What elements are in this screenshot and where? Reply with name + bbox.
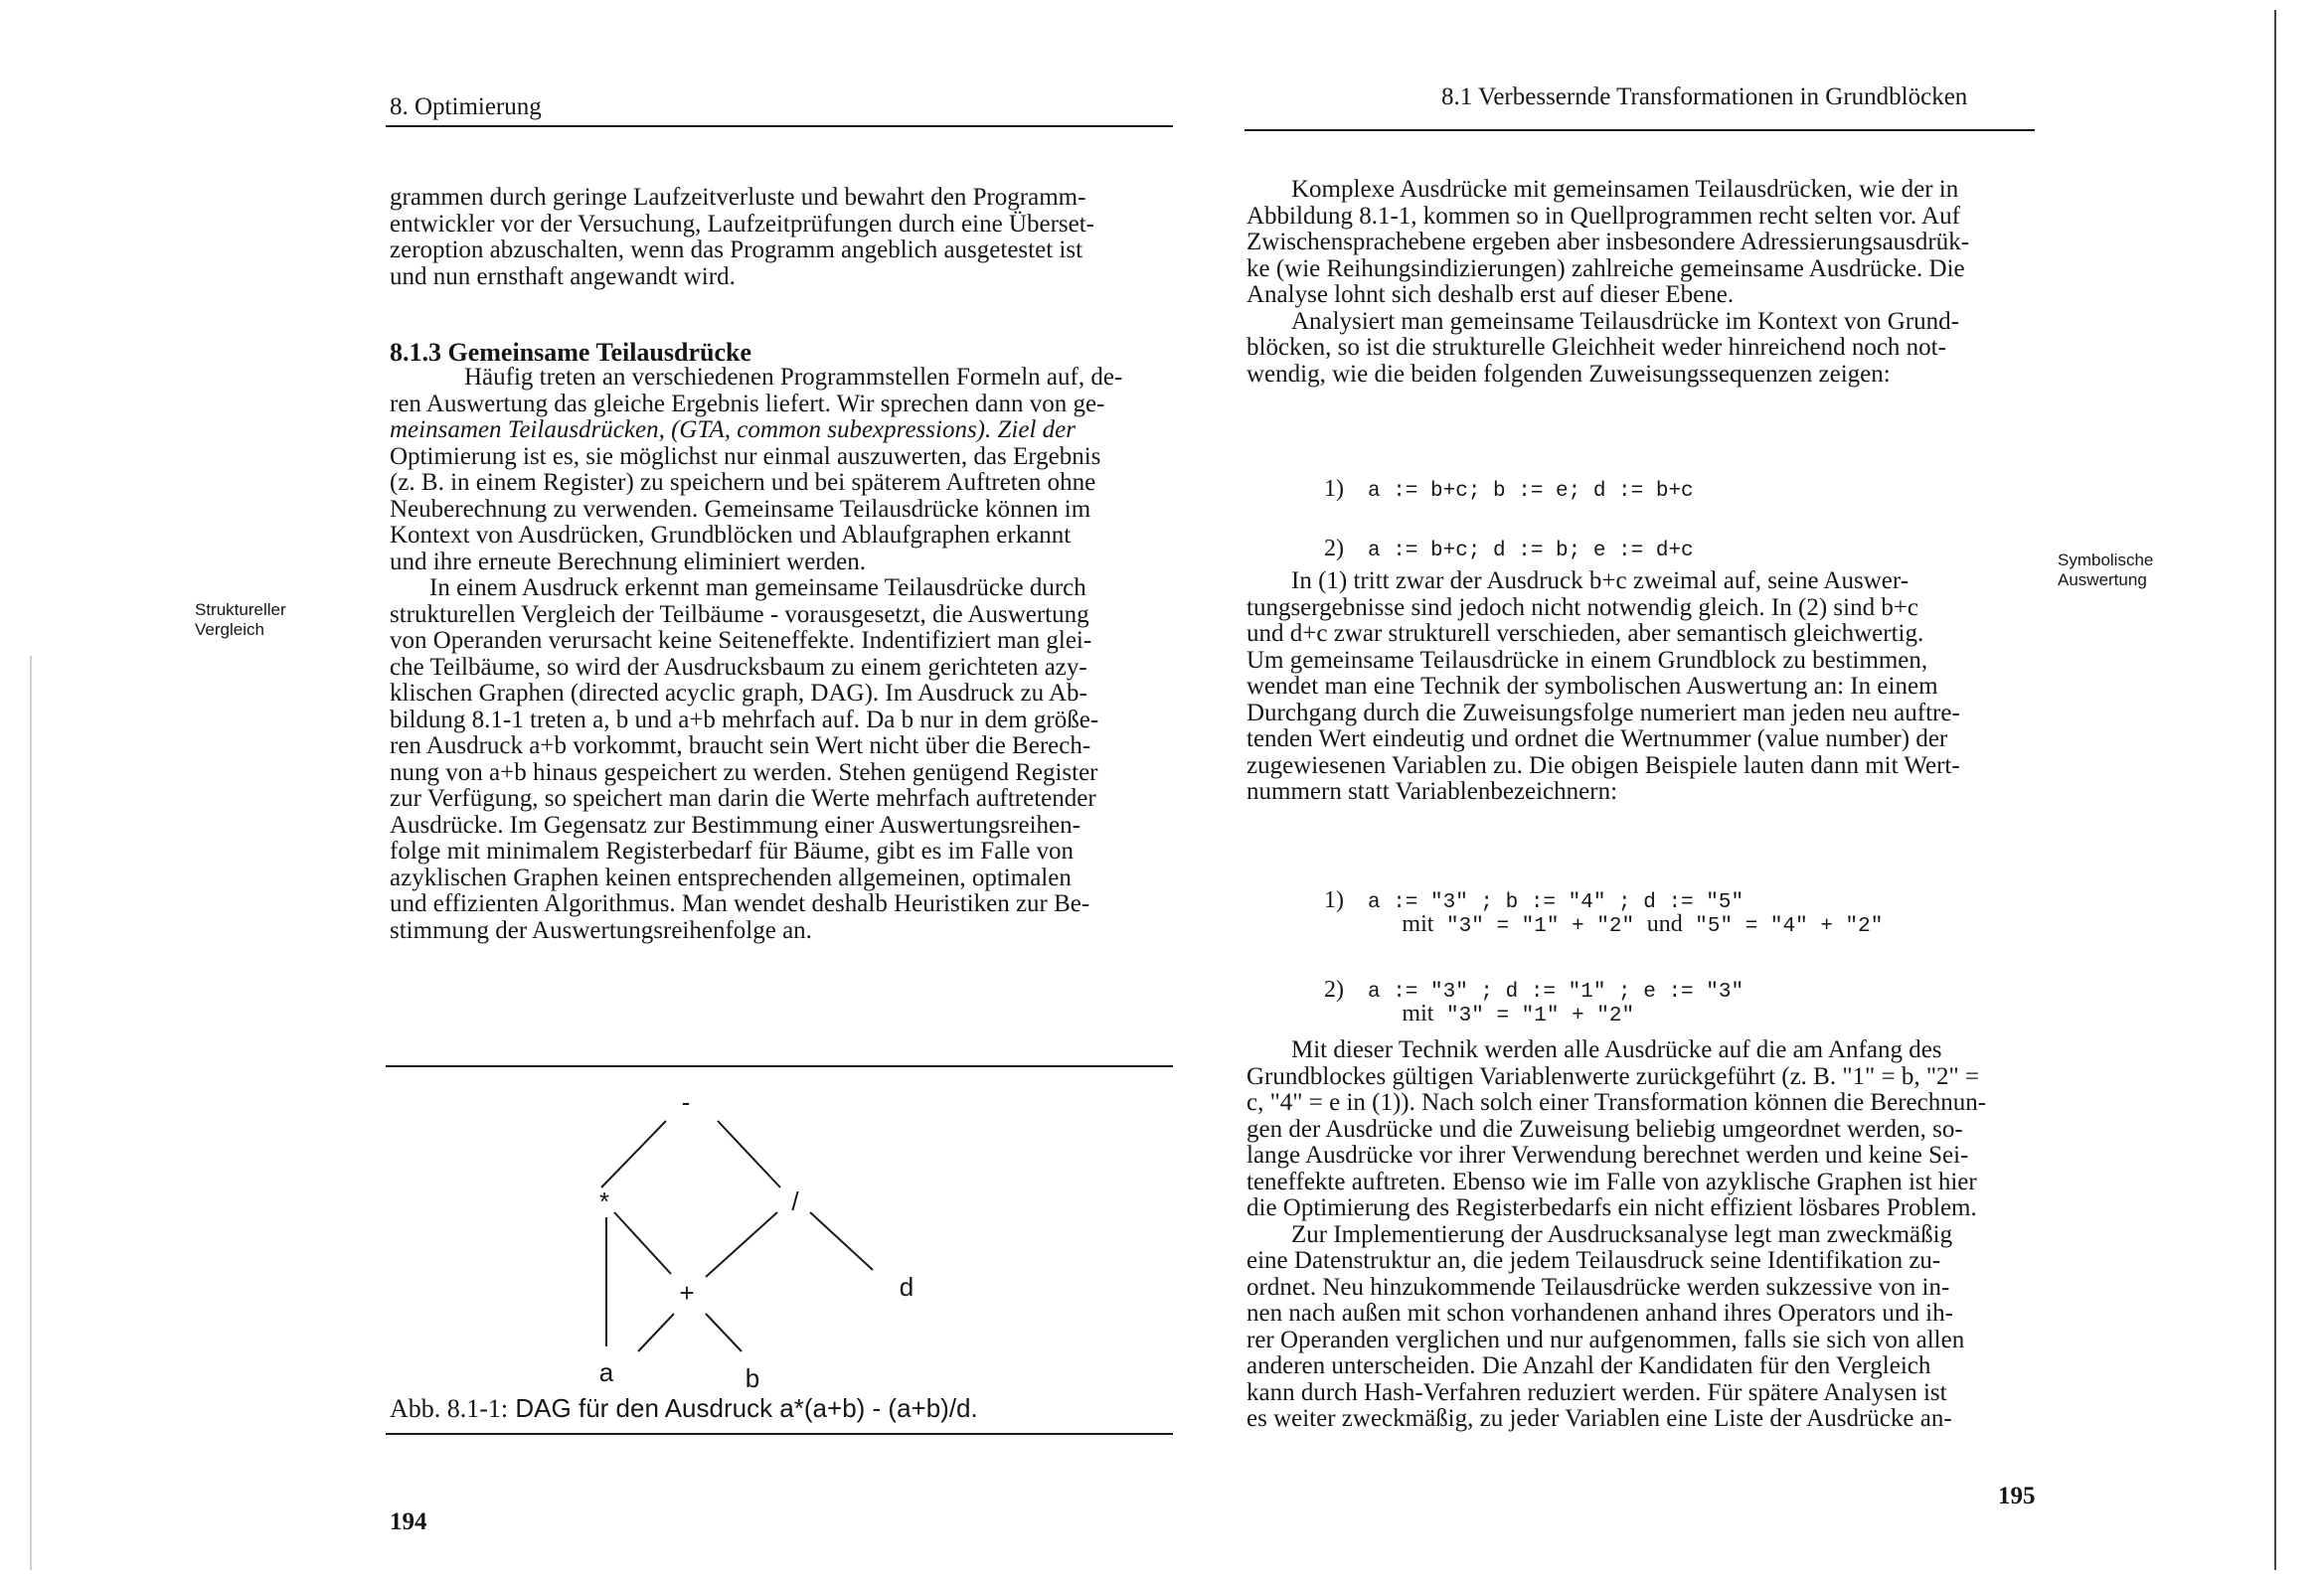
node-b: b xyxy=(745,1363,760,1391)
text-line: Zwischensprachebene ergeben aber insbesondere Adressierungsausdrük- xyxy=(1246,229,1970,255)
sub-expression: "5" = "4" + "2" xyxy=(1695,915,1884,938)
text-line: Analyse lohnt sich deshalb erst auf dieser Ebene. xyxy=(1246,281,1735,308)
text-line: tungsergebnisse sind jedoch nicht notwendig gleich. In (2) sind b+c xyxy=(1246,593,1919,621)
example-number: 1) xyxy=(1324,887,1344,913)
text-line: Analysiert man gemeinsame Teilausdrücke im Kontext von Grund- xyxy=(1291,307,1959,335)
text-line: stimmung der Auswertungsreihenfolge an. xyxy=(390,916,812,944)
node-d: d xyxy=(899,1272,914,1302)
text-line: In (1) tritt zwar der Ausdruck b+c zweimal auf, seine Auswer- xyxy=(1291,567,1909,594)
text-line: zugewiesenen Variablen zu. Die obigen Beispiele lauten dann mit Wert- xyxy=(1246,751,1960,779)
right-paragraph-3 xyxy=(1246,1037,2037,1433)
node-times: * xyxy=(598,1186,610,1216)
margin-note-line: Vergleich xyxy=(195,620,264,639)
left-header-rule xyxy=(386,125,1173,127)
text-line: wendet man eine Technik der symbolischen Auswertung an: In einem xyxy=(1246,673,1938,700)
text-line: c, "4" = e in (1)). Nach solch einer Transformation können die Berechnun- xyxy=(1246,1089,1987,1116)
right-page xyxy=(1193,0,2324,1577)
text-line: (z. B. in einem Register) zu speichern und bei späterem Auftreten ohne xyxy=(390,469,1096,496)
text-line: Grundblockes gültigen Variablenwerte zurückgeführt (z. B. "1" = b, "2" = xyxy=(1246,1062,1980,1090)
figure-bottom-rule xyxy=(386,1433,1173,1435)
text-line: nung von a+b hinaus gespeichert zu werden. Stehen genügend Register xyxy=(390,758,1098,786)
text-line: rer Operanden verglichen und nur aufgenommen, falls sie sich von allen xyxy=(1246,1326,1965,1353)
text-line: Mit dieser Technik werden alle Ausdrücke auf die am Anfang des xyxy=(1291,1036,1942,1063)
right-paragraph-2 xyxy=(1246,568,2037,806)
sub-und: und xyxy=(1646,911,1683,937)
text-line: strukturellen Vergleich der Teilbäume - vorausgesetzt, die Auswertung xyxy=(390,600,1089,628)
example-code: a := "3" ; b := "4" ; d := "5" xyxy=(1368,891,1744,914)
node-a: a xyxy=(598,1357,614,1387)
text-line: azyklischen Graphen keinen entsprechenden allgemeinen, optimalen xyxy=(390,864,1072,891)
example-number: 2) xyxy=(1324,977,1344,1003)
text-line: klischen Graphen (directed acyclic graph, DAG). Im Ausdruck zu Ab- xyxy=(390,680,1087,707)
text-line: grammen durch geringe Laufzeitverluste und bewahrt den Programm- xyxy=(390,184,1086,211)
text-line: blöcken, so ist die strukturelle Gleichheit weder hinreichend noch not- xyxy=(1246,334,1946,361)
node-divide: / xyxy=(791,1186,799,1216)
intro-paragraph xyxy=(390,185,1173,290)
node-plus: + xyxy=(679,1278,695,1308)
text-line: lange Ausdrücke vor ihrer Verwendung berechnet werden und keine Sei- xyxy=(1246,1142,1969,1169)
margin-note-line: Auswertung xyxy=(2058,570,2147,589)
text-line: und effizienten Algorithmus. Man wendet deshalb Heuristiken zur Be- xyxy=(390,890,1090,917)
text-line: und nun ernsthaft angewandt wird. xyxy=(390,262,736,290)
margin-note-line: Symbolische xyxy=(2058,551,2154,569)
caption-prefix: Abb. 8.1-1: xyxy=(390,1394,509,1423)
text-line: Durchgang durch die Zuweisungsfolge numeriert man jeden neu auftre- xyxy=(1246,699,1960,726)
edge-divide-plus xyxy=(706,1212,777,1277)
text-line: und ihre erneute Berechnung eliminiert werden. xyxy=(390,548,866,575)
text-line: eine Datenstruktur an, die jedem Teilausdruck seine Identifikation zu- xyxy=(1246,1247,1941,1274)
text-line: und d+c zwar strukturell verschieden, aber semantisch gleichwertig. xyxy=(1246,620,1924,647)
text-line: die Optimierung des Registerbedarfs ein nicht effizient lösbares Problem. xyxy=(1246,1194,1977,1221)
right-page-header: 8.1 Verbessernde Transformationen in Grundblöcken xyxy=(1441,83,1968,110)
text-line: Um gemeinsame Teilausdrücke in einem Grundblock zu bestimmen, xyxy=(1246,646,1928,674)
right-paragraph-1 xyxy=(1246,177,2037,388)
text-line: ren Ausdruck a+b vorkommt, braucht sein Wert nicht über die Berech- xyxy=(390,732,1091,759)
text-line: von Operanden verursacht keine Seiteneffekte. Indentifiziert man glei- xyxy=(390,627,1092,654)
text-line: gen der Ausdrücke und die Zuweisung beliebig umgeordnet werden, so- xyxy=(1246,1115,1963,1143)
sub-expression: "3" = "1" + "2" xyxy=(1446,1005,1635,1027)
caption-text: DAG für den Ausdruck a*(a+b) - (a+b)/d. xyxy=(515,1393,978,1423)
text-line: nummern statt Variablenbezeichnern: xyxy=(1246,778,1618,805)
text-line: Häufig treten an verschiedenen Programmstellen Formeln auf, de- xyxy=(464,364,1123,391)
node-minus: - xyxy=(681,1087,691,1117)
text-line: folge mit minimalem Registerbedarf für Bäume, gibt es im Falle von xyxy=(390,838,1075,865)
dag-figure xyxy=(378,1053,914,1391)
example-code: a := b+c; b := e; d := b+c xyxy=(1368,480,1694,503)
sub-word: mit xyxy=(1402,911,1434,937)
text-line: nen nach außen mit schon vorhandenen anhand ihres Operators und ih- xyxy=(1246,1300,1953,1327)
text-line: wendig, wie die beiden folgenden Zuweisungssequenzen zeigen: xyxy=(1246,360,1891,388)
edge-divide-d xyxy=(810,1212,873,1270)
text-line: bildung 8.1-1 treten a, b und a+b mehrfach auf. Da b nur in dem größe- xyxy=(390,706,1099,733)
edge-minus-divide xyxy=(718,1121,780,1187)
text-line: Optimierung ist es, sie möglichst nur einmal auszuwerten, das Ergebnis xyxy=(390,442,1101,470)
left-page-number: 194 xyxy=(390,1508,427,1535)
text-line: Ausdrücke. Im Gegensatz zur Bestimmung einer Auswertungsreihen- xyxy=(390,811,1080,839)
text-line: entwickler vor der Versuchung, Laufzeitprüfungen durch eine Überset- xyxy=(390,210,1094,237)
right-header-rule xyxy=(1245,129,2035,131)
left-page-header: 8. Optimierung xyxy=(390,93,542,120)
section-heading: 8.1.3 Gemeinsame Teilausdrücke xyxy=(390,338,752,367)
margin-note-strukturell xyxy=(195,600,286,640)
example-number: 1) xyxy=(1324,476,1344,502)
edge-plus-b xyxy=(706,1314,742,1351)
text-line: In einem Ausdruck erkennt man gemeinsame Teilausdrücke durch xyxy=(429,574,1086,601)
margin-note-symbolisch xyxy=(2058,551,2153,590)
edge-times-plus xyxy=(614,1212,671,1274)
text-line: che Teilbäume, so wird der Ausdrucksbaum zu einem gerichteten azy- xyxy=(390,653,1087,681)
text-line: ke (wie Reihungsindizierungen) zahlreiche gemeinsame Ausdrücke. Die xyxy=(1246,254,1965,282)
edge-plus-a xyxy=(638,1314,674,1351)
text-line: Zur Implementierung der Ausdrucksanalyse legt man zweckmäßig xyxy=(1291,1220,1953,1248)
text-line: Komplexe Ausdrücke mit gemeinsamen Teilausdrücken, wie der in xyxy=(1291,176,1959,203)
right-page-number: 195 xyxy=(1998,1483,2036,1509)
text-line: tenden Wert eindeutig und ordnet die Wertnummer (value number) der xyxy=(1246,725,1948,752)
example-code: a := b+c; d := b; e := d+c xyxy=(1368,540,1694,562)
example-code: a := "3" ; d := "1" ; e := "3" xyxy=(1368,981,1744,1004)
text-line: Abbildung 8.1-1, kommen so in Quellprogrammen recht selten vor. Auf xyxy=(1246,202,1960,230)
text-line: ordnet. Neu hinzukommende Teilausdrücke werden sukzessive von in- xyxy=(1246,1273,1950,1301)
text-line: kann durch Hash-Verfahren reduziert werden. Für spätere Analysen ist xyxy=(1246,1378,1947,1406)
text-line: Neuberechnung zu verwenden. Gemeinsame Teilausdrücke können im xyxy=(390,495,1091,523)
text-line: zur Verfügung, so speichert man darin die Werte mehrfach auftretender xyxy=(390,785,1096,812)
edge-minus-times xyxy=(601,1121,666,1187)
sub-word: mit xyxy=(1402,1001,1434,1026)
text-line: es weiter zweckmäßig, zu jeder Variablen eine Liste der Ausdrücke an- xyxy=(1246,1405,1952,1432)
text-line: anderen unterscheiden. Die Anzahl der Kandidaten für den Vergleich xyxy=(1246,1352,1931,1379)
section-paragraph xyxy=(390,365,1173,944)
text-line: ren Auswertung das gleiche Ergebnis liefert. Wir sprechen dann von ge- xyxy=(390,390,1105,417)
text-line: teneffekte auftreten. Ebenso wie im Falle von azyklische Graphen ist hier xyxy=(1246,1168,1977,1195)
sub-expression: "3" = "1" + "2" xyxy=(1446,915,1635,938)
text-line: meinsamen Teilausdrücken, (GTA, common subexpressions). Ziel der xyxy=(390,416,1076,443)
example-number: 2) xyxy=(1324,536,1344,561)
margin-note-line: Struktureller xyxy=(195,600,286,619)
figure-caption xyxy=(390,1393,978,1424)
text-line: zeroption abzuschalten, wenn das Programm angeblich ausgetestet ist xyxy=(390,237,1083,263)
text-line: Kontext von Ausdrücken, Grundblöcken und Ablaufgraphen erkannt xyxy=(390,522,1072,549)
